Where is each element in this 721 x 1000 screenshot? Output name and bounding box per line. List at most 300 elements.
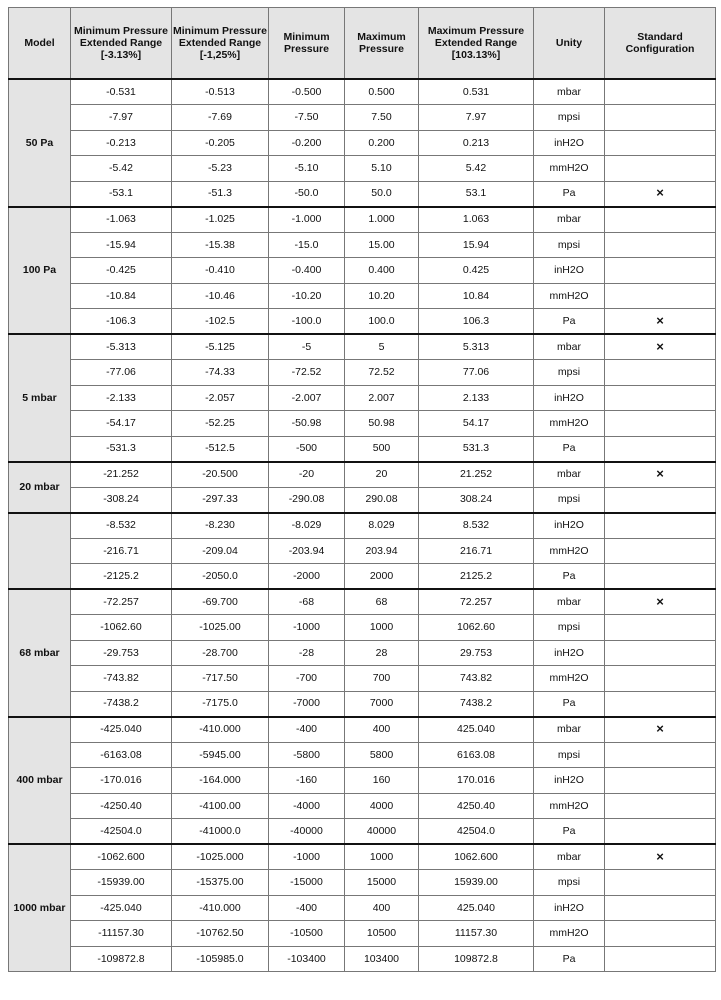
standard-config-cell — [605, 232, 716, 258]
max-pressure-cell: 290.08 — [345, 487, 419, 513]
max-pressure-cell: 15000 — [345, 870, 419, 896]
min-ext-3-cell: -425.040 — [71, 717, 172, 743]
min-pressure-cell: -10.20 — [269, 283, 345, 309]
unity-cell: Pa — [534, 309, 605, 335]
max-pressure-cell: 100.0 — [345, 309, 419, 335]
max-ext-cell: 21.252 — [419, 462, 534, 488]
min-pressure-cell: -1.000 — [269, 207, 345, 233]
max-pressure-cell: 1000 — [345, 844, 419, 870]
header-min-pressure: Minimum Pressure — [269, 8, 345, 80]
max-pressure-cell: 1000 — [345, 615, 419, 641]
max-pressure-cell: 400 — [345, 895, 419, 921]
min-pressure-cell: -72.52 — [269, 360, 345, 386]
max-pressure-cell: 50.0 — [345, 181, 419, 207]
max-pressure-cell: 2.007 — [345, 385, 419, 411]
min-ext-3-cell: -2125.2 — [71, 564, 172, 590]
max-pressure-cell: 7000 — [345, 691, 419, 717]
min-ext-3-cell: -1062.60 — [71, 615, 172, 641]
min-ext-3-cell: -7438.2 — [71, 691, 172, 717]
min-ext-1-cell: -102.5 — [172, 309, 269, 335]
unity-cell: inH2O — [534, 895, 605, 921]
min-pressure-cell: -2000 — [269, 564, 345, 590]
table-row — [9, 564, 716, 590]
min-ext-3-cell: -0.531 — [71, 79, 172, 105]
min-pressure-cell: -160 — [269, 768, 345, 794]
table-row — [9, 232, 716, 258]
header-min-ext-3: Minimum Pressure Extended Range [-3.13%] — [71, 8, 172, 80]
table-row — [9, 130, 716, 156]
standard-config-cell — [605, 156, 716, 182]
max-ext-cell: 425.040 — [419, 895, 534, 921]
max-pressure-cell: 103400 — [345, 946, 419, 972]
unity-cell: mmH2O — [534, 156, 605, 182]
min-pressure-cell: -5800 — [269, 742, 345, 768]
model-cell: 50 Pa — [9, 79, 71, 207]
max-ext-cell: 170.016 — [419, 768, 534, 794]
max-ext-cell: 15.94 — [419, 232, 534, 258]
min-ext-3-cell: -106.3 — [71, 309, 172, 335]
standard-config-cell: × — [605, 717, 716, 743]
max-pressure-cell: 500 — [345, 436, 419, 462]
min-ext-1-cell: -15375.00 — [172, 870, 269, 896]
table-row — [9, 79, 716, 105]
table-row — [9, 334, 716, 360]
unity-cell: inH2O — [534, 768, 605, 794]
standard-config-cell: × — [605, 334, 716, 360]
min-ext-3-cell: -15.94 — [71, 232, 172, 258]
table-row — [9, 181, 716, 207]
min-ext-3-cell: -4250.40 — [71, 793, 172, 819]
max-ext-cell: 216.71 — [419, 538, 534, 564]
standard-config-cell — [605, 487, 716, 513]
unity-cell: inH2O — [534, 130, 605, 156]
min-pressure-cell: -68 — [269, 589, 345, 615]
unity-cell: mmH2O — [534, 666, 605, 692]
max-ext-cell: 0.425 — [419, 258, 534, 284]
max-ext-cell: 7438.2 — [419, 691, 534, 717]
min-ext-3-cell: -54.17 — [71, 411, 172, 437]
min-ext-3-cell: -42504.0 — [71, 819, 172, 845]
min-ext-3-cell: -531.3 — [71, 436, 172, 462]
min-ext-1-cell: -0.205 — [172, 130, 269, 156]
min-ext-3-cell: -216.71 — [71, 538, 172, 564]
min-ext-1-cell: -164.000 — [172, 768, 269, 794]
max-ext-cell: 72.257 — [419, 589, 534, 615]
max-ext-cell: 106.3 — [419, 309, 534, 335]
min-pressure-cell: -50.98 — [269, 411, 345, 437]
table-row — [9, 258, 716, 284]
standard-config-cell — [605, 895, 716, 921]
min-ext-3-cell: -29.753 — [71, 640, 172, 666]
standard-config-cell — [605, 793, 716, 819]
min-ext-3-cell: -170.016 — [71, 768, 172, 794]
table-row — [9, 640, 716, 666]
table-row — [9, 360, 716, 386]
max-ext-cell: 7.97 — [419, 105, 534, 131]
min-ext-1-cell: -52.25 — [172, 411, 269, 437]
min-ext-3-cell: -425.040 — [71, 895, 172, 921]
min-ext-1-cell: -1025.000 — [172, 844, 269, 870]
unity-cell: inH2O — [534, 513, 605, 539]
unity-cell: Pa — [534, 181, 605, 207]
min-ext-1-cell: -0.513 — [172, 79, 269, 105]
unity-cell: inH2O — [534, 640, 605, 666]
min-ext-1-cell: -74.33 — [172, 360, 269, 386]
unity-cell: mmH2O — [534, 538, 605, 564]
standard-config-cell — [605, 258, 716, 284]
min-ext-1-cell: -5945.00 — [172, 742, 269, 768]
table-row — [9, 487, 716, 513]
min-ext-1-cell: -2050.0 — [172, 564, 269, 590]
min-ext-1-cell: -41000.0 — [172, 819, 269, 845]
standard-config-cell — [605, 768, 716, 794]
header-max-ext: Maximum Pressure Extended Range [103.13%] — [419, 8, 534, 80]
min-ext-3-cell: -5.42 — [71, 156, 172, 182]
max-ext-cell: 5.313 — [419, 334, 534, 360]
standard-config-cell — [605, 666, 716, 692]
min-ext-3-cell: -11157.30 — [71, 921, 172, 947]
min-pressure-cell: -5.10 — [269, 156, 345, 182]
min-pressure-cell: -400 — [269, 895, 345, 921]
max-ext-cell: 308.24 — [419, 487, 534, 513]
min-ext-3-cell: -308.24 — [71, 487, 172, 513]
unity-cell: inH2O — [534, 385, 605, 411]
max-pressure-cell: 7.50 — [345, 105, 419, 131]
min-pressure-cell: -5 — [269, 334, 345, 360]
min-pressure-cell: -15000 — [269, 870, 345, 896]
standard-config-cell: × — [605, 589, 716, 615]
min-ext-1-cell: -5.125 — [172, 334, 269, 360]
min-ext-1-cell: -297.33 — [172, 487, 269, 513]
max-ext-cell: 15939.00 — [419, 870, 534, 896]
min-ext-1-cell: -10.46 — [172, 283, 269, 309]
unity-cell: Pa — [534, 691, 605, 717]
min-ext-3-cell: -53.1 — [71, 181, 172, 207]
min-ext-3-cell: -21.252 — [71, 462, 172, 488]
min-ext-3-cell: -2.133 — [71, 385, 172, 411]
header-min-ext-1: Minimum Pressure Extended Range [-1,25%] — [172, 8, 269, 80]
min-pressure-cell: -7000 — [269, 691, 345, 717]
max-ext-cell: 743.82 — [419, 666, 534, 692]
min-ext-3-cell: -1.063 — [71, 207, 172, 233]
standard-config-cell — [605, 640, 716, 666]
max-ext-cell: 0.531 — [419, 79, 534, 105]
unity-cell: mpsi — [534, 615, 605, 641]
min-pressure-cell: -7.50 — [269, 105, 345, 131]
min-pressure-cell: -0.200 — [269, 130, 345, 156]
standard-config-cell — [605, 79, 716, 105]
max-ext-cell: 5.42 — [419, 156, 534, 182]
max-ext-cell: 77.06 — [419, 360, 534, 386]
standard-config-cell — [605, 564, 716, 590]
min-ext-3-cell: -72.257 — [71, 589, 172, 615]
max-pressure-cell: 5800 — [345, 742, 419, 768]
min-pressure-cell: -20 — [269, 462, 345, 488]
min-ext-3-cell: -5.313 — [71, 334, 172, 360]
min-ext-3-cell: -10.84 — [71, 283, 172, 309]
min-ext-3-cell: -77.06 — [71, 360, 172, 386]
max-pressure-cell: 0.400 — [345, 258, 419, 284]
max-pressure-cell: 8.029 — [345, 513, 419, 539]
table-row — [9, 793, 716, 819]
unity-cell: Pa — [534, 436, 605, 462]
min-ext-1-cell: -105985.0 — [172, 946, 269, 972]
min-ext-1-cell: -7.69 — [172, 105, 269, 131]
standard-config-cell — [605, 921, 716, 947]
table-row — [9, 946, 716, 972]
table-row — [9, 844, 716, 870]
unity-cell: mbar — [534, 462, 605, 488]
unity-cell: mpsi — [534, 105, 605, 131]
standard-config-cell — [605, 360, 716, 386]
max-ext-cell: 4250.40 — [419, 793, 534, 819]
table-row — [9, 513, 716, 539]
unity-cell: mmH2O — [534, 283, 605, 309]
min-pressure-cell: -8.029 — [269, 513, 345, 539]
unity-cell: mbar — [534, 207, 605, 233]
min-ext-1-cell: -4100.00 — [172, 793, 269, 819]
max-pressure-cell: 700 — [345, 666, 419, 692]
max-ext-cell: 10.84 — [419, 283, 534, 309]
standard-config-cell: × — [605, 844, 716, 870]
max-pressure-cell: 20 — [345, 462, 419, 488]
header-max-pressure: Maximum Pressure — [345, 8, 419, 80]
standard-config-cell — [605, 742, 716, 768]
model-cell: 1000 mbar — [9, 844, 71, 972]
min-ext-1-cell: -51.3 — [172, 181, 269, 207]
max-pressure-cell: 4000 — [345, 793, 419, 819]
table-row — [9, 411, 716, 437]
min-pressure-cell: -28 — [269, 640, 345, 666]
min-ext-1-cell: -717.50 — [172, 666, 269, 692]
min-ext-3-cell: -7.97 — [71, 105, 172, 131]
table-row — [9, 283, 716, 309]
min-ext-3-cell: -109872.8 — [71, 946, 172, 972]
max-pressure-cell: 5.10 — [345, 156, 419, 182]
unity-cell: mmH2O — [534, 793, 605, 819]
unity-cell: mpsi — [534, 487, 605, 513]
max-pressure-cell: 68 — [345, 589, 419, 615]
min-pressure-cell: -10500 — [269, 921, 345, 947]
min-pressure-cell: -40000 — [269, 819, 345, 845]
model-cell: 20 mbar — [9, 462, 71, 513]
max-pressure-cell: 10.20 — [345, 283, 419, 309]
table-row — [9, 538, 716, 564]
max-pressure-cell: 40000 — [345, 819, 419, 845]
min-ext-1-cell: -1.025 — [172, 207, 269, 233]
max-pressure-cell: 0.500 — [345, 79, 419, 105]
standard-config-cell — [605, 283, 716, 309]
header-model: Model — [9, 8, 71, 80]
unity-cell: mbar — [534, 717, 605, 743]
header-row — [9, 8, 716, 80]
standard-config-cell — [605, 436, 716, 462]
model-cell: 68 mbar — [9, 589, 71, 717]
max-ext-cell: 54.17 — [419, 411, 534, 437]
table-row — [9, 691, 716, 717]
max-ext-cell: 2125.2 — [419, 564, 534, 590]
min-ext-3-cell: -1062.600 — [71, 844, 172, 870]
unity-cell: mbar — [534, 79, 605, 105]
min-pressure-cell: -1000 — [269, 844, 345, 870]
standard-config-cell — [605, 946, 716, 972]
min-ext-1-cell: -7175.0 — [172, 691, 269, 717]
min-pressure-cell: -50.0 — [269, 181, 345, 207]
min-ext-1-cell: -0.410 — [172, 258, 269, 284]
model-cell: 400 mbar — [9, 717, 71, 845]
standard-config-cell — [605, 105, 716, 131]
max-pressure-cell: 1.000 — [345, 207, 419, 233]
unity-cell: mpsi — [534, 742, 605, 768]
min-pressure-cell: -400 — [269, 717, 345, 743]
standard-config-cell — [605, 411, 716, 437]
unity-cell: Pa — [534, 819, 605, 845]
table-row — [9, 105, 716, 131]
standard-config-cell — [605, 207, 716, 233]
unity-cell: Pa — [534, 946, 605, 972]
table-row — [9, 717, 716, 743]
max-pressure-cell: 15.00 — [345, 232, 419, 258]
unity-cell: mpsi — [534, 870, 605, 896]
min-pressure-cell: -1000 — [269, 615, 345, 641]
max-pressure-cell: 10500 — [345, 921, 419, 947]
min-pressure-cell: -103400 — [269, 946, 345, 972]
table-row — [9, 385, 716, 411]
standard-config-cell — [605, 538, 716, 564]
min-ext-1-cell: -1025.00 — [172, 615, 269, 641]
min-ext-1-cell: -209.04 — [172, 538, 269, 564]
min-pressure-cell: -700 — [269, 666, 345, 692]
min-ext-3-cell: -8.532 — [71, 513, 172, 539]
standard-config-cell — [605, 819, 716, 845]
table-row — [9, 207, 716, 233]
standard-config-cell: × — [605, 181, 716, 207]
model-cell — [9, 513, 71, 590]
min-pressure-cell: -2.007 — [269, 385, 345, 411]
min-ext-3-cell: -743.82 — [71, 666, 172, 692]
min-pressure-cell: -100.0 — [269, 309, 345, 335]
min-pressure-cell: -290.08 — [269, 487, 345, 513]
header-unity: Unity — [534, 8, 605, 80]
table-row — [9, 462, 716, 488]
unity-cell: mbar — [534, 334, 605, 360]
min-pressure-cell: -4000 — [269, 793, 345, 819]
max-pressure-cell: 400 — [345, 717, 419, 743]
standard-config-cell — [605, 385, 716, 411]
max-ext-cell: 6163.08 — [419, 742, 534, 768]
max-ext-cell: 0.213 — [419, 130, 534, 156]
min-ext-1-cell: -410.000 — [172, 717, 269, 743]
table-row — [9, 309, 716, 335]
unity-cell: inH2O — [534, 258, 605, 284]
min-ext-1-cell: -20.500 — [172, 462, 269, 488]
standard-config-cell — [605, 615, 716, 641]
max-ext-cell: 1062.600 — [419, 844, 534, 870]
max-pressure-cell: 160 — [345, 768, 419, 794]
table-body — [9, 79, 716, 972]
max-pressure-cell: 5 — [345, 334, 419, 360]
table-header — [9, 8, 716, 80]
min-pressure-cell: -203.94 — [269, 538, 345, 564]
table-row — [9, 768, 716, 794]
pressure-range-table — [8, 7, 716, 972]
table-row — [9, 742, 716, 768]
model-cell: 5 mbar — [9, 334, 71, 462]
min-pressure-cell: -0.500 — [269, 79, 345, 105]
min-ext-1-cell: -28.700 — [172, 640, 269, 666]
header-standard-config: Standard Configuration — [605, 8, 716, 80]
max-pressure-cell: 28 — [345, 640, 419, 666]
table-row — [9, 895, 716, 921]
standard-config-cell: × — [605, 309, 716, 335]
table-row — [9, 615, 716, 641]
min-pressure-cell: -15.0 — [269, 232, 345, 258]
table-row — [9, 666, 716, 692]
max-pressure-cell: 203.94 — [345, 538, 419, 564]
max-ext-cell: 2.133 — [419, 385, 534, 411]
max-pressure-cell: 50.98 — [345, 411, 419, 437]
max-ext-cell: 1062.60 — [419, 615, 534, 641]
max-ext-cell: 29.753 — [419, 640, 534, 666]
max-ext-cell: 1.063 — [419, 207, 534, 233]
max-ext-cell: 109872.8 — [419, 946, 534, 972]
standard-config-cell — [605, 513, 716, 539]
min-ext-1-cell: -512.5 — [172, 436, 269, 462]
unity-cell: mmH2O — [534, 411, 605, 437]
unity-cell: mmH2O — [534, 921, 605, 947]
max-pressure-cell: 2000 — [345, 564, 419, 590]
max-ext-cell: 425.040 — [419, 717, 534, 743]
min-ext-3-cell: -0.213 — [71, 130, 172, 156]
min-ext-3-cell: -0.425 — [71, 258, 172, 284]
unity-cell: mbar — [534, 844, 605, 870]
standard-config-cell — [605, 870, 716, 896]
min-ext-1-cell: -5.23 — [172, 156, 269, 182]
max-ext-cell: 531.3 — [419, 436, 534, 462]
standard-config-cell — [605, 130, 716, 156]
max-pressure-cell: 72.52 — [345, 360, 419, 386]
model-cell: 100 Pa — [9, 207, 71, 335]
max-ext-cell: 42504.0 — [419, 819, 534, 845]
min-ext-3-cell: -15939.00 — [71, 870, 172, 896]
table-row — [9, 921, 716, 947]
max-ext-cell: 11157.30 — [419, 921, 534, 947]
table-row — [9, 156, 716, 182]
min-ext-1-cell: -69.700 — [172, 589, 269, 615]
table-row — [9, 589, 716, 615]
unity-cell: Pa — [534, 564, 605, 590]
table-row — [9, 870, 716, 896]
max-pressure-cell: 0.200 — [345, 130, 419, 156]
min-pressure-cell: -500 — [269, 436, 345, 462]
min-ext-1-cell: -10762.50 — [172, 921, 269, 947]
unity-cell: mpsi — [534, 232, 605, 258]
min-ext-1-cell: -8.230 — [172, 513, 269, 539]
table-row — [9, 819, 716, 845]
max-ext-cell: 8.532 — [419, 513, 534, 539]
min-pressure-cell: -0.400 — [269, 258, 345, 284]
unity-cell: mbar — [534, 589, 605, 615]
standard-config-cell — [605, 691, 716, 717]
min-ext-1-cell: -410.000 — [172, 895, 269, 921]
unity-cell: mpsi — [534, 360, 605, 386]
max-ext-cell: 53.1 — [419, 181, 534, 207]
min-ext-1-cell: -15.38 — [172, 232, 269, 258]
min-ext-3-cell: -6163.08 — [71, 742, 172, 768]
table-row — [9, 436, 716, 462]
standard-config-cell: × — [605, 462, 716, 488]
min-ext-1-cell: -2.057 — [172, 385, 269, 411]
